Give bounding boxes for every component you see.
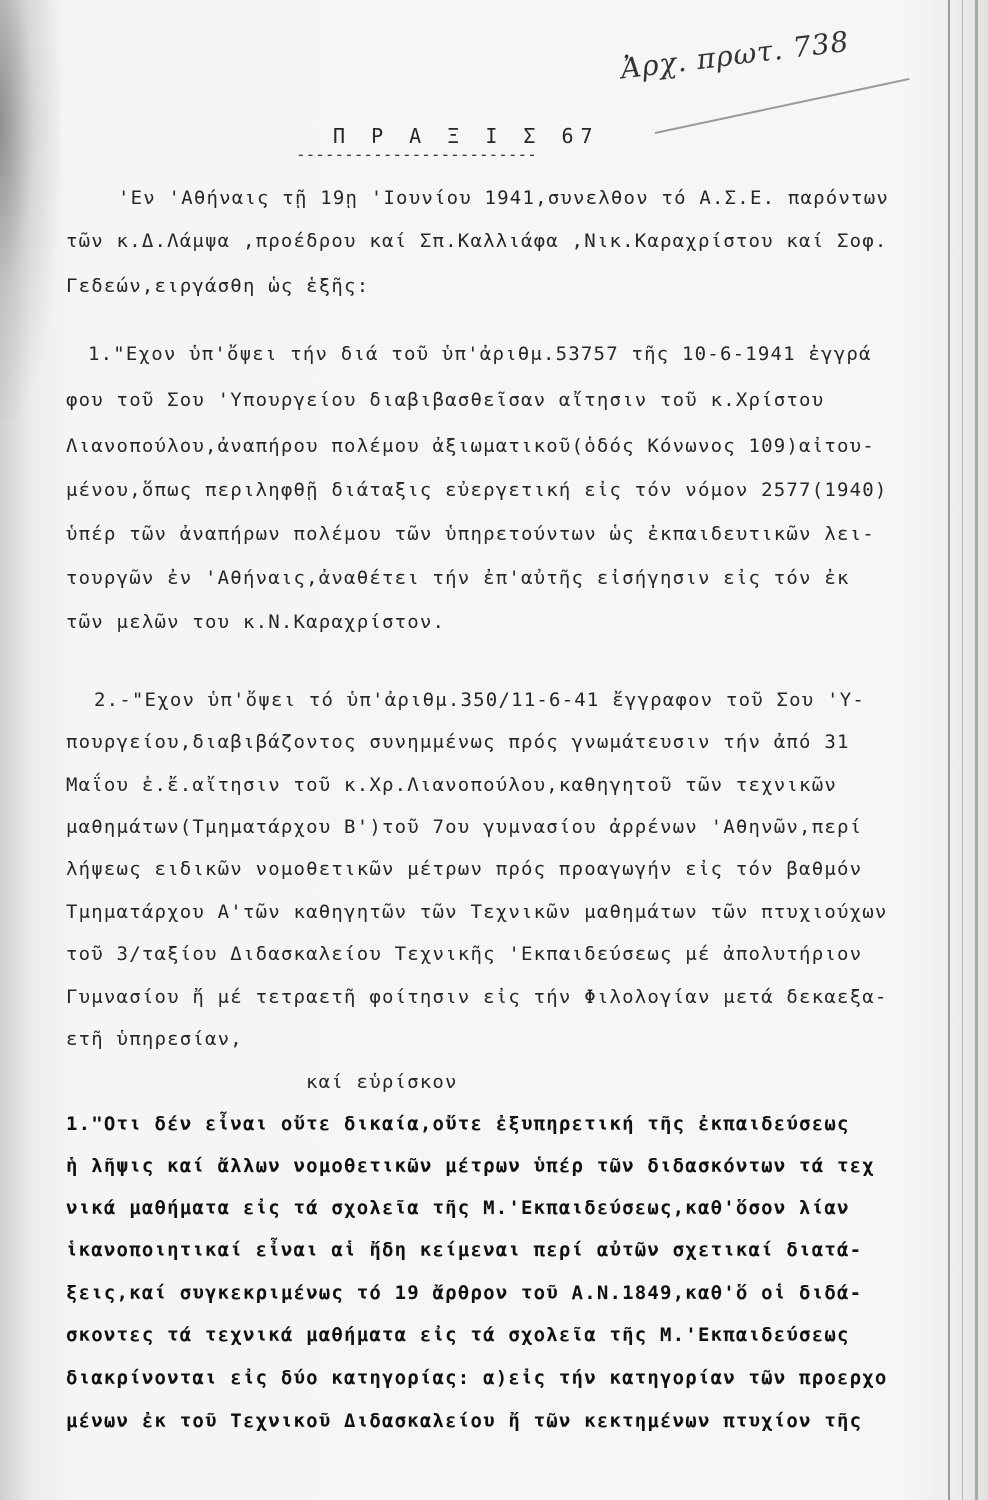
finding1-line: ἱκανοποιητικαί εἶναι αἱ ἤδη κείμεναι περί αὐτῶν σχετικαί διατά- xyxy=(66,1239,863,1261)
finding1-line: σκοντες τά τεχνικά μαθήματα εἰς τά σχολεῖα τῆς Μ.'Εκπαιδεύσεως xyxy=(66,1324,850,1346)
item2-line: Μαΐου ἐ.ἔ.αἴτησιν τοῦ κ.Χρ.Λιανοπούλου,καθηγητοῦ τῶν τεχνικῶν xyxy=(66,774,837,796)
finding-heading: καί εὑρίσκον xyxy=(306,1071,458,1093)
item2-line: τοῦ 3/ταξίου Διδασκαλείου Τεχνικῆς 'Εκπαιδεύσεως μέ ἀπολυτήριον xyxy=(66,943,863,965)
finding1-line: νικά μαθήματα εἰς τά σχολεῖα τῆς Μ.'Εκπαιδεύσεως,καθ'ὅσον λίαν xyxy=(66,1197,850,1219)
item2-line: πουργείου,διαβιβάζοντος συνημμένως πρός γνωμάτευσιν τήν ἀπό 31 xyxy=(66,731,850,753)
binding-edge-line xyxy=(962,0,963,1500)
item2-line: ετῆ ὑπηρεσίαν, xyxy=(66,1028,243,1050)
item1-line: Λιανοπούλου,ἀναπήρου πολέμου ἀξιωματικοῦ(ὁδός Κόνωνος 109)αἰτου- xyxy=(66,435,875,457)
finding1-line: 1."Οτι δέν εἶναι οὔτε δικαία,οὔτε ἐξυπηρετική τῆς ἐκπαιδεύσεως xyxy=(66,1113,850,1135)
intro-line: 'Εν 'Αθήναις τῇ 19ῃ 'Ιουνίου 1941,συνελθον τό Α.Σ.Ε. παρόντων xyxy=(118,187,889,209)
finding1-line: ἡ λῆψις καί ἄλλων νομοθετικῶν μέτρων ὑπέρ τῶν διδασκόντων τά τεχ xyxy=(66,1155,875,1177)
item2-line: 2.-"Εχον ὑπ'ὄψει τό ὑπ'ἀριθμ.350/11-6-41 ἔγγραφον τοῦ Σου 'Υ- xyxy=(94,689,865,711)
finding1-line: μένων ἐκ τοῦ Τεχνικοῦ Διδασκαλείου ἤ τῶν κεκτημένων πτυχίον τῆς xyxy=(66,1410,863,1432)
binding-edge-line xyxy=(948,0,950,1500)
document-title: Π Ρ Α Ξ Ι Σ 67 xyxy=(333,124,600,148)
item1-line: μένου,ὅπως περιληφθῇ διάταξις εὐεργετική εἰς τόν νόμον 2577(1940) xyxy=(66,479,888,501)
item1-line: 1."Εχον ὑπ'ὄψει τήν διά τοῦ ὑπ'ἀριθμ.53757 τῆς 10-6-1941 ἐγγρά xyxy=(88,343,872,365)
binding-edge-line xyxy=(975,0,978,1500)
handwritten-stroke xyxy=(655,78,910,134)
item1-line: τῶν μελῶν του κ.Ν.Καραχρίστον. xyxy=(66,611,446,633)
item1-line: ὑπέρ τῶν ἀναπήρων πολέμου τῶν ὑπηρετούντων ὡς ἐκπαιδευτικῶν λει- xyxy=(66,523,875,545)
item2-line: Τμηματάρχου Α'τῶν καθηγητῶν τῶν Τεχνικῶν μαθημάτων τῶν πτυχιούχων xyxy=(66,901,888,923)
item2-line: μαθημάτων(Τμηματάρχου Β')τοῦ 7ου γυμνασίου ἀρρένων 'Αθηνῶν,περί xyxy=(66,816,863,838)
item1-line: φου τοῦ Σου 'Υπουργείου διαβιβασθεῖσαν αἴτησιν τοῦ κ.Χρίστου xyxy=(66,389,825,411)
item2-line: Γυμνασίου ἤ μέ τετραετῆ φοίτησιν εἰς τήν Φιλολογίαν μετά δεκαεξα- xyxy=(66,986,888,1008)
scan-shadow xyxy=(0,0,60,420)
intro-line: τῶν κ.Δ.Λάμψα ,προέδρου καί Σπ.Καλλιάφα ,Νικ.Καραχρίστου καί Σοφ. xyxy=(66,230,888,252)
item1-line: τουργῶν ἐν 'Αθήναις,ἀναθέτει τήν ἐπ'αὐτῆς εἰσήγησιν εἰς τόν ἐκ xyxy=(66,567,850,589)
finding1-line: ξεις,καί συγκεκριμένως τό 19 ἄρθρον τοῦ Α.Ν.1849,καθ'ὅ οἱ διδά- xyxy=(66,1282,863,1304)
item2-line: λήψεως ειδικῶν νομοθετικῶν μέτρων πρός προαγωγήν εἰς τόν βαθμόν xyxy=(66,858,863,880)
title-underline: ------------------------- xyxy=(296,145,537,164)
intro-line: Γεδεών,ειργάσθη ὡς ἑξῆς: xyxy=(66,275,370,297)
finding1-line: διακρίνονται εἰς δύο κατηγορίας: α)εἰς τήν κατηγορίαν τῶν προερχο xyxy=(66,1367,888,1389)
handwritten-reference: Ἀρχ. πρωτ. 738 xyxy=(618,24,852,86)
